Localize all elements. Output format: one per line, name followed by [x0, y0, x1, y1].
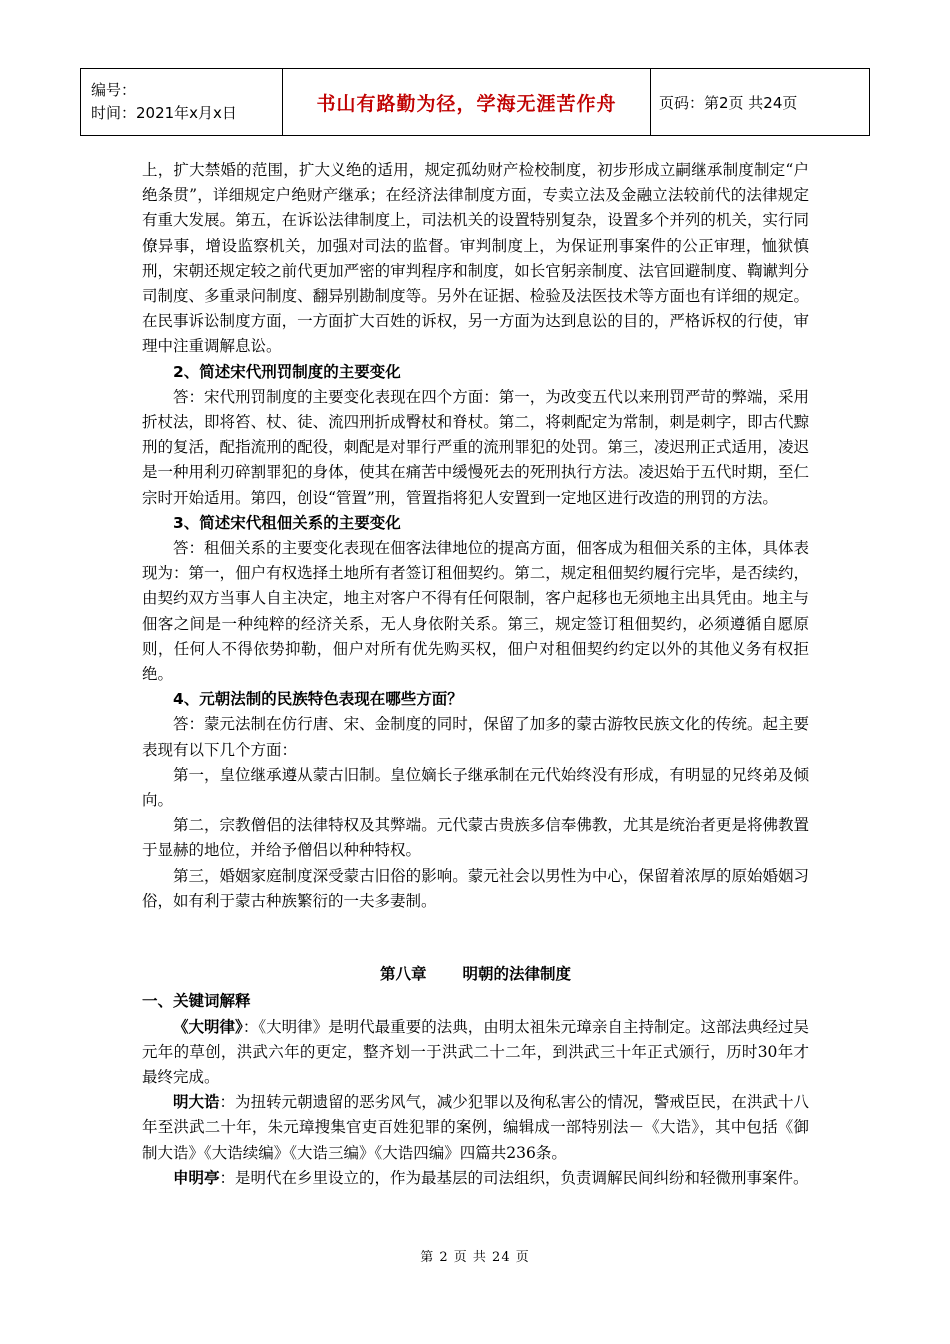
- document-body: [142, 158, 809, 1191]
- question-heading-4: 4、元朝法制的民族特色表现在哪些方面？: [173, 690, 463, 709]
- page-footer: 第 2 页 共 24 页: [420, 1250, 530, 1265]
- question-heading-3: 3、简述宋代租佃关系的主要变化: [173, 513, 401, 532]
- term-entry-daminglv: [142, 1015, 809, 1091]
- answer-point-3: 第三，婚姻家庭制度深受蒙古旧俗的影响。蒙元社会以男性为中心，保留着浓厚的原始婚姻习俗，如有利于蒙古种族繁衍的一夫多妻制。: [142, 866, 809, 910]
- answer-point-2: 第二，宗教僧侣的法律特权及其弊端。元代蒙古贵族多信奉佛教，尤其是统治者更是将佛教置于显赫的地位，并给予僧侣以种种特权。: [142, 816, 809, 860]
- answer-paragraph-2: 答：宋代刑罚制度的主要变化表现在四个方面：第一，为改变五代以来刑罚严苛的弊端，采用折杖法，即将笞、杖、徒、流四刑折成臀杖和脊杖。第二，将刺配定为常制，刺是刺字，即古代黥刑的复活，配指流刑的配役，刺配是对罪行严重的流刑罪犯的处罚。第三，凌迟刑正式适用，凌迟是一种用利刃碎割罪犯的身体，使其在痛苦中缓慢死去的死刑执行方法。凌迟始于五代时期，至仁宗时开始适用。第四，创设“管置”刑，管置指将犯人安置到一定地区进行改造的刑罚的方法。: [142, 387, 809, 507]
- term-definition: ：《大明律》是明代最重要的法典，由明太祖朱元璋亲自主持制定。这部法典经过吴元年的草创，洪武六年的更定，整齐划一于洪武二十二年，到洪武三十年正式颁行，历时30年才最终完成。: [142, 1017, 809, 1086]
- document-date-label: 时间：2021年x月x日: [91, 104, 237, 122]
- chapter-title: 明朝的法律制度: [462, 965, 572, 984]
- answer-point-1: 第一，皇位继承遵从蒙古旧制。皇位嫡长子继承制在元代始终没有形成，有明显的兄终弟及倾向。: [142, 765, 809, 810]
- header-page-label: 页码：第2页 共24页: [651, 69, 870, 136]
- answer-paragraph-4: 答：蒙元法制在仿行唐、宋、金制度的同时，保留了加多的蒙古游牧民族文化的传统。起主要表现有以下几个方面：: [142, 715, 809, 759]
- header-motto: 书山有路勤为径，学海无涯苦作舟: [283, 69, 651, 136]
- question-heading-2: 2、简述宋代刑罚制度的主要变化: [173, 362, 401, 381]
- term-entry-mingdagao: [142, 1090, 809, 1166]
- term-entry-shenmingting: [142, 1166, 809, 1191]
- paragraph-continuation: 上，扩大禁婚的范围，扩大义绝的适用，规定孤幼财产检校制度，初步形成立嗣继承制度制定“户绝条贯”，详细规定户绝财产继承；在经济法律制度方面，专卖立法及金融立法较前代的法律规定有重大发展。第五，在诉讼法律制度上，司法机关的设置特别复杂，设置多个并列的机关，实行同僚异事，增设监察机关，加强对司法的监督。审判制度上，为保证刑事案件的公正审理，恤狱慎刑，宋朝还规定较之前代更加严密的审判程序和制度，如长官躬亲制度、法官回避制度、鞫谳判分司制度、多重录问制度、翻异别勘制度等。另外在证据、检验及法医技术等方面也有详细的规定。在民事诉讼制度方面，一方面扩大百姓的诉权，另一方面为达到息讼的目的，严格诉权的行使，审理中注重调解息讼。: [142, 161, 809, 356]
- term-name: 申明亭: [173, 1168, 220, 1187]
- section-heading: 一、关键词解释: [142, 992, 251, 1011]
- document-number-label: 编号：: [91, 81, 137, 99]
- term-definition: ：为扭转元朝遗留的恶劣风气，减少犯罪以及徇私害公的情况，警戒臣民，在洪武十八年至洪武二十年，朱元璋搜集官吏百姓犯罪的案例，编辑成一部特别法－《大诰》，其中包括《御制大诰》《大诰续编》《大诰三编》《大诰四编》四篇共236条。: [142, 1093, 809, 1162]
- term-name: 《大明律》: [173, 1017, 243, 1036]
- term-name: 明大诰: [173, 1093, 220, 1112]
- page-header: [80, 68, 870, 136]
- chapter-number: 第八章: [379, 965, 427, 984]
- answer-paragraph-3: 答：租佃关系的主要变化表现在佃客法律地位的提高方面，佃客成为租佃关系的主体，具体表现为：第一，佃户有权选择土地所有者签订租佃契约。第二，规定租佃契约履行完毕，是否续约，由契约双方当事人自主决定，地主对客户不得有任何限制，客户起移也无须地主出具凭由。地主与佃客之间是一种纯粹的经济关系，无人身依附关系。第三，规定签订租佃契约，必须遵循自愿原则，任何人不得依势抑勒，佃户对所有优先购买权，佃户对租佃契约约定以外的其他义务有权拒绝。: [142, 539, 809, 684]
- chapter-heading: [142, 962, 809, 987]
- term-definition: ：是明代在乡里设立的，作为最基层的司法组织，负责调解民间纠纷和轻微刑事案件。: [219, 1168, 809, 1187]
- header-meta: [81, 69, 283, 136]
